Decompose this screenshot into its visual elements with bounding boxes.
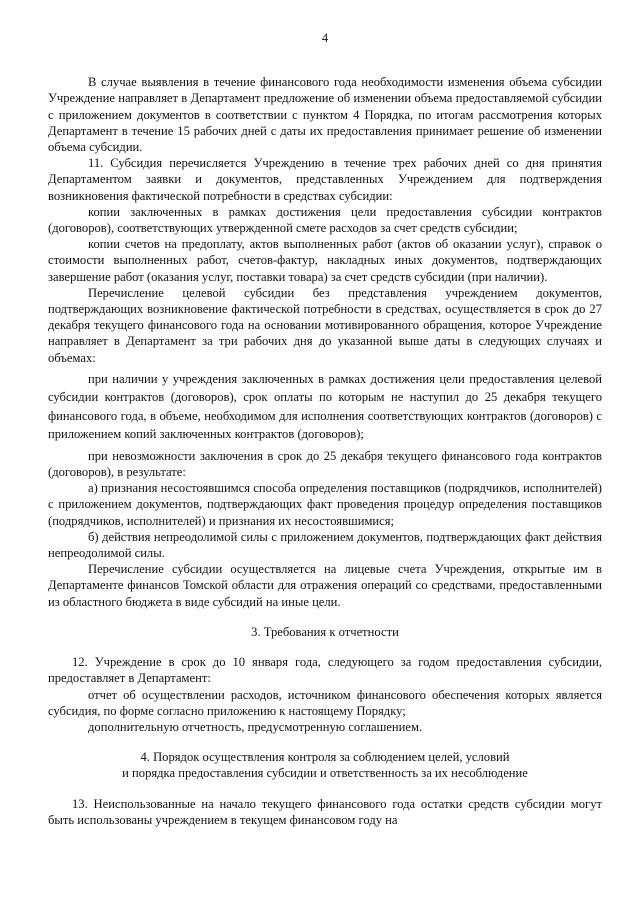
paragraph-transfer-without-docs: Перечисление целевой субсидии без представления учреждением документов, подтверждающих возникновение фактической потребности в средствах, осуществляется в срок до 27 декабря текущего финансового года на основании мотивированного обращения, которое Учреждение направляет в Департамент за три рабочих дня до указанной выше даты в следующих случаях и объемах: [48, 285, 602, 365]
section-4-title [48, 749, 602, 781]
paragraph-case-a: а) признания несостоявшимся способа определения поставщиков (подрядчиков, исполнителей) с приложением документов, подтверждающих факт проведения процедур определения поставщиков (подрядчиков, исполнителей) и признания их несостоявшимися; [48, 481, 602, 528]
page-number: 4 [321, 31, 329, 45]
paragraph-additional-report: дополнительную отчетность, предусмотренную соглашением. [88, 719, 423, 734]
section-3-title: 3. Требования к отчетности [251, 624, 399, 639]
paragraph-case-b: б) действия непреодолимой силы с приложением документов, подтверждающих факт действия непреодолимой силы. [48, 529, 602, 561]
paragraph-expense-report: отчет об осуществлении расходов, источником финансового обеспечения которых является субсидия, по форме согласно приложению к настоящему Порядку; [48, 687, 602, 718]
paragraph-contract-copies: копии заключенных в рамках достижения цели предоставления субсидии контрактов (договоров), соответствующих утвержденной смете расходов за счет средств субсидии; [48, 204, 602, 236]
paragraph-subsidy-change: В случае выявления в течение финансового года необходимости изменения объема субсидии Учреждение направляет в Департамент предложение об изменении объема предоставляемой субсидии с приложением документов в соответствии с пунктом 4 Порядка, по итогам рассмотрения которых Департамент в течение 15 рабочих дней с даты их предоставления принимает решение об изменении объема субсидии. [48, 75, 602, 155]
paragraph-12: 12. Учреждение в срок до 10 января года, следующего за годом предоставления субсидии, предоставляет в Департамент: [48, 655, 602, 686]
paragraph-accounts: Перечисление субсидии осуществляется на лицевые счета Учреждения, открытые им в Департаменте финансов Томской области для отражения операций со средствами, предоставленными из областного бюджета в виде субсидий на иные цели. [48, 562, 602, 609]
paragraph-contracts-case: при наличии у учреждения заключенных в рамках достижения цели предоставления целевой субсидии контрактов (договоров), срок оплаты по которым не наступил до 25 декабря текущего финансового года, в объеме, необходимом для исполнения соответствующих контрактов (договоров) с приложением копий заключенных контрактов (договоров); [48, 371, 602, 442]
section-4-title-line-2: и порядка предоставления субсидии и ответственность за их несоблюдение [122, 766, 528, 781]
paragraph-impossibility: при невозможности заключения в срок до 25 декабря текущего финансового года контрактов (договоров), в результате: [48, 448, 602, 480]
paragraph-13: 13. Неиспользованные на начало текущего финансового года остатки средств субсидии могут быть использованы учреждением в текущем финансовом году на [48, 796, 602, 827]
paragraph-invoice-copies: копии счетов на предоплату, актов выполненных работ (актов об оказании услуг), справок о стоимости выполненных работ, счетов-фактур, накладных иных документов, подтверждающих завершение работ (оказания услуг, поставки товара) за счет средств субсидии (при наличии). [48, 237, 602, 284]
section-4-title-line-1: 4. Порядок осуществления контроля за соблюдением целей, условий [140, 750, 510, 765]
paragraph-11: 11. Субсидия перечисляется Учреждению в течение трех рабочих дней со дня принятия Департаментом заявки и документов, представленных Учреждением для подтверждения возникновения фактической потребности в средствах субсидии: [48, 156, 602, 203]
